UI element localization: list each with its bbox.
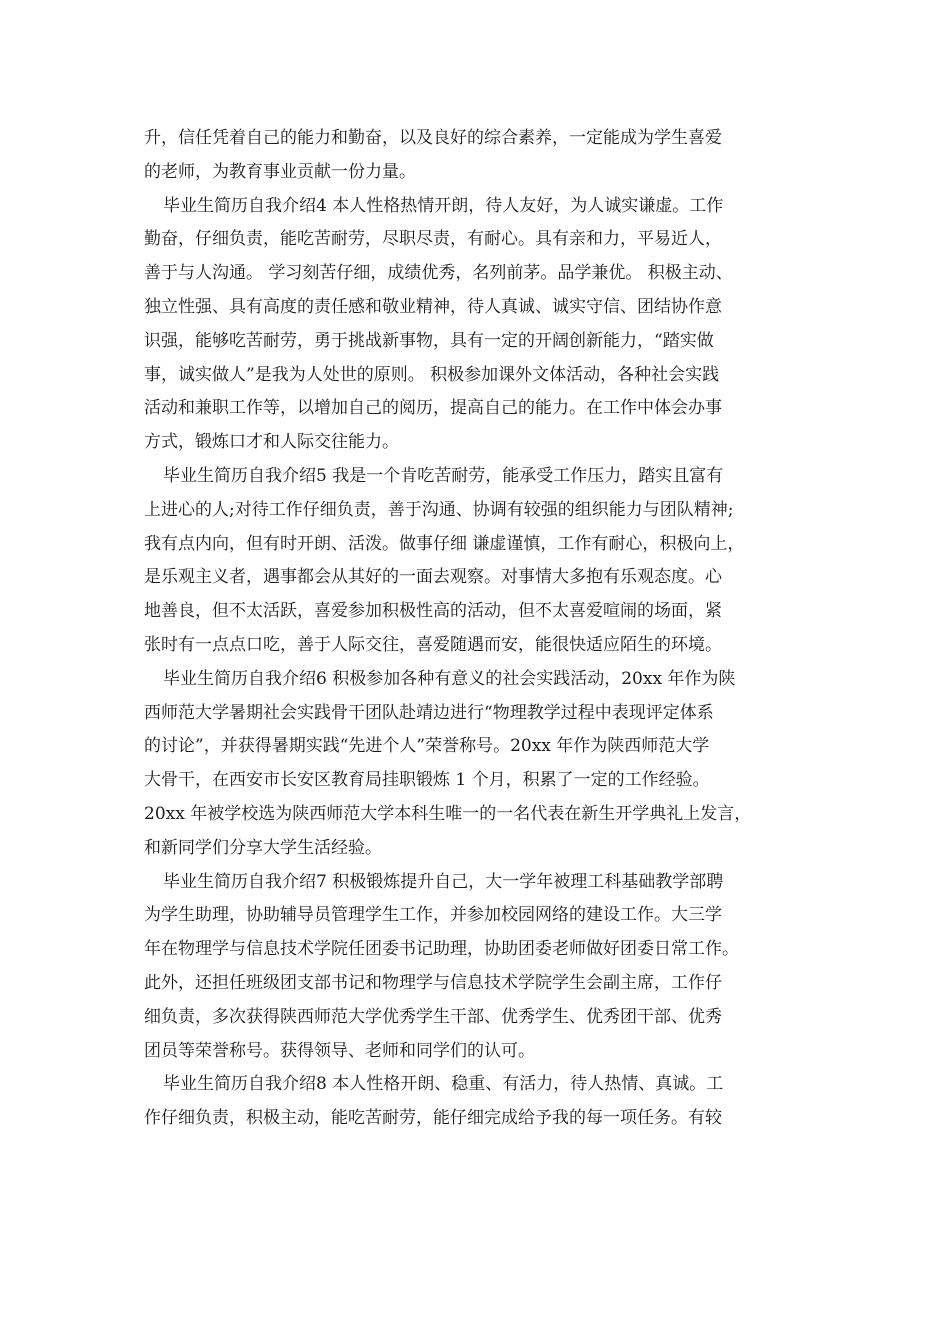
text-line: 大骨干，在西安市长安区教育局挂职锻炼 1 个月，积累了一定的工作经验。 <box>144 770 710 791</box>
text-line: 毕业生简历自我介绍6 积极参加各种有意义的社会实践活动，20xx 年作为陕 <box>163 668 736 689</box>
text-line: 是乐观主义者，遇事都会从其好的一面去观察。对事情大多抱有乐观态度。心 <box>144 567 722 588</box>
text-line: 事，诚实做人”是我为人处世的原则。 积极参加课外文体活动，各种社会实践 <box>144 364 720 385</box>
text-line: 张时有一点点口吃，善于人际交往，喜爱随遇而安，能很快适应陌生的环境。 <box>144 634 722 655</box>
text-line: 活动和兼职工作等，以增加自己的阅历，提高自己的能力。在工作中体会办事 <box>144 398 722 419</box>
text-line: 团员等荣誉称号。获得领导、老师和同学们的认可。 <box>144 1040 535 1061</box>
text-line: 我有点内向，但有时开朗、活泼。做事仔细 谦虚谨慎，工作有耐心，积极向上， <box>144 533 745 554</box>
text-line: 毕业生简历自我介绍5 我是一个肯吃苦耐劳，能承受工作压力，踏实且富有 <box>163 465 724 486</box>
text-line: 独立性强、具有高度的责任感和敬业精神，待人真诚、诚实守信、团结协作意 <box>144 296 722 317</box>
text-line: 和新同学们分享大学生活经验。 <box>144 837 382 858</box>
text-line: 年在物理学与信息技术学院任团委书记助理，协助团委老师做好团委日常工作。 <box>144 939 739 960</box>
text-line: 升，信任凭着自己的能力和勤奋，以及良好的综合素养，一定能成为学生喜爱 <box>144 128 722 148</box>
text-line: 西师范大学暑期社会实践骨干团队赴靖边进行“物理教学过程中表现评定体系 <box>144 702 714 723</box>
text-line: 善于与人沟通。 学习刻苦仔细，成绩优秀，名列前茅。品学兼优。 积极主动、 <box>144 263 733 284</box>
text-line: 地善良，但不太活跃，喜爱参加积极性高的活动，但不太喜爱喧闹的场面，紧 <box>144 601 722 622</box>
text-line: 方式，锻炼口才和人际交往能力。 <box>144 432 399 453</box>
text-line: 20xx 年被学校选为陕西师范大学本科生唯一的一名代表在新生开学典礼上发言， <box>144 803 752 824</box>
text-line: 毕业生简历自我介绍4 本人性格热情开朗，待人友好，为人诚实谦虚。工作 <box>163 195 724 216</box>
text-line: 作仔细负责，积极主动，能吃苦耐劳，能仔细完成给予我的每一项任务。有较 <box>144 1108 722 1129</box>
text-line: 细负责，多次获得陕西师范大学优秀学生干部、优秀学生、优秀团干部、优秀 <box>144 1006 722 1027</box>
text-line: 的老师，为教育事业贡献一份力量。 <box>144 161 416 182</box>
text-line: 上进心的人;对待工作仔细负责，善于沟通、协调有较强的组织能力与团队精神; <box>144 499 734 520</box>
text-line: 勤奋，仔细负责，能吃苦耐劳，尽职尽责，有耐心。具有亲和力，平易近人， <box>144 229 722 250</box>
text-line: 毕业生简历自我介绍7 积极锻炼提升自己，大一学年被理工科基础教学部聘 <box>163 871 724 892</box>
text-line: 识强，能够吃苦耐劳，勇于挑战新事物，具有一定的开阔创新能力，“踏实做 <box>144 330 714 351</box>
text-line: 毕业生简历自我介绍8 本人性格开朗、稳重、有活力，待人热情、真诚。工 <box>163 1074 724 1095</box>
text-line: 此外，还担任班级团支部书记和物理学与信息技术学院学生会副主席，工作仔 <box>144 972 722 993</box>
document-body-text <box>144 122 806 1136</box>
text-line: 为学生助理，协助辅导员管理学生工作，并参加校园网络的建设工作。大三学 <box>144 905 722 926</box>
text-line: 的讨论”，并获得暑期实践“先进个人”荣誉称号。20xx 年作为陕西师范大学 <box>144 736 710 757</box>
